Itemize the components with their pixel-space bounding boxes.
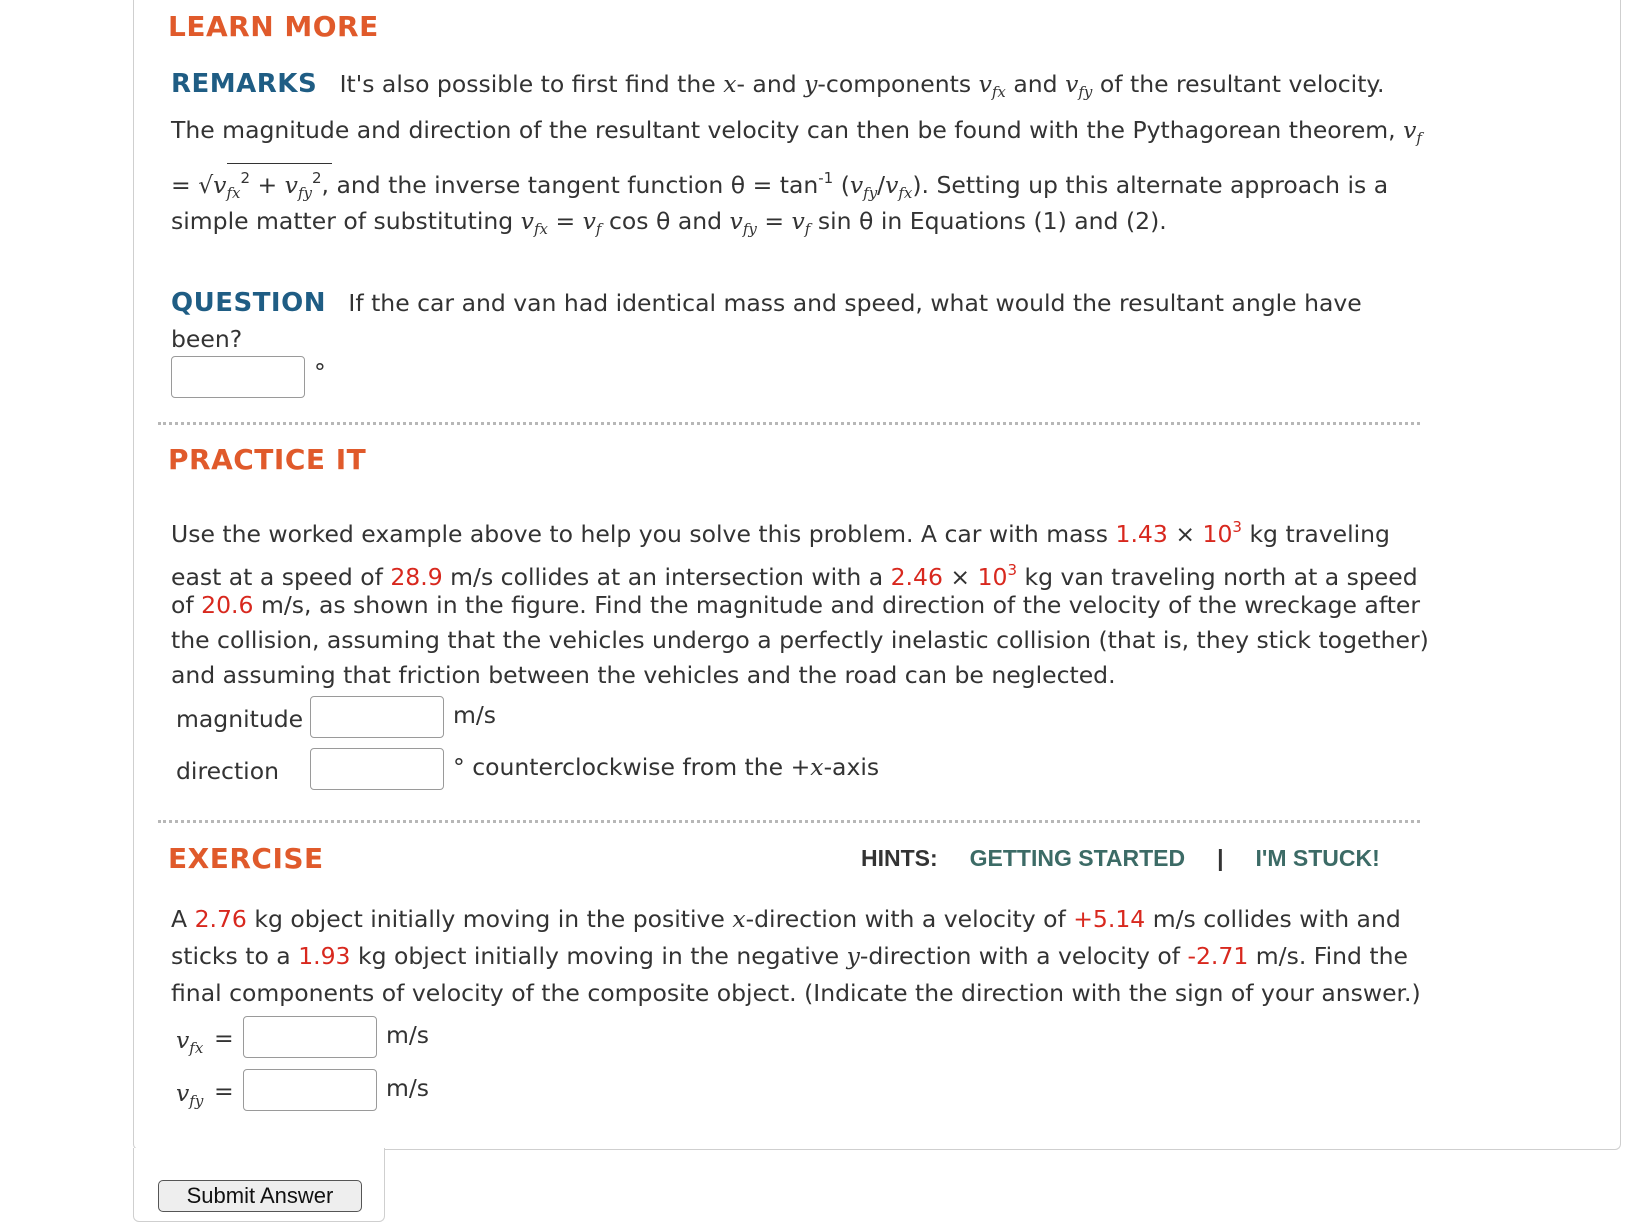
vfy-label: $v_{fy}$ (176, 1079, 204, 1110)
direction-label: direction (176, 757, 279, 785)
hints-bar (861, 845, 1380, 872)
remarks-line-1: REMARKS It's also possible to first find the x- and y-components $v_{fx}$ and $v_{fy}$ of the resultant velocity. (171, 69, 1385, 101)
van-speed-value: 20.6 (201, 591, 254, 619)
vfx-unit: m/s (386, 1021, 430, 1049)
vfy-unit: m/s (386, 1074, 430, 1102)
practice-line-2: east at a speed of 28.9 m/s collides at an intersection with a $2.46 \times 10^3$ kg van traveling north at a speed (171, 561, 1418, 591)
hint-separator: | (1217, 845, 1224, 871)
direction-unit: ° counterclockwise from the +x-axis (453, 753, 880, 781)
submit-answer-button[interactable]: Submit Answer (158, 1180, 362, 1212)
practice-it-heading: PRACTICE IT (168, 443, 367, 476)
practice-line-1: Use the worked example above to help you solve this problem. A car with mass $1.43 \times 10^3$ kg traveling (171, 518, 1390, 548)
remarks-line-3: = $√v_{fx}^2 + v_{fy}^2$, and the inverse tangent function $\theta = \tan^{-1} (v_{fy}/v_{fx})$. Setting up this alternate approach is a (171, 169, 1389, 202)
hint-getting-started-link[interactable]: GETTING STARTED (969, 845, 1186, 871)
remarks-line-4: simple matter of substituting $v_{fx} = v_f$ cos θ and $v_{fy} = v_f$ sin θ in Equations (1) and (2). (171, 207, 1167, 238)
hint-im-stuck-link[interactable]: I'M STUCK! (1255, 845, 1380, 871)
magnitude-label: magnitude (176, 705, 304, 733)
remarks-label: REMARKS (171, 69, 318, 99)
practice-line-4: the collision, assuming that the vehicles undergo a perfectly inelastic collision (that is, they stick together) (171, 626, 1429, 654)
velocity2-value: -2.71 (1187, 942, 1249, 970)
mass2-value: 1.93 (298, 942, 351, 970)
vfx-equals: = (214, 1024, 234, 1052)
divider (158, 422, 1420, 425)
question-line-2: been? (171, 325, 243, 353)
sqrt-sign: √ (198, 171, 214, 199)
question-line-1: QUESTION If the car and van had identical mass and speed, what would the resultant angle have (171, 288, 1362, 318)
car-speed-value: 28.9 (390, 563, 443, 591)
exercise-line-2: sticks to a 1.93 kg object initially moving in the negative y-direction with a velocity of -2.71 m/s. Find the (171, 942, 1408, 970)
question-degree-unit: ° (314, 358, 326, 386)
magnitude-unit: m/s (453, 701, 497, 729)
remarks-line-2: The magnitude and direction of the resultant velocity can then be found with the Pythagorean theorem, $v_f$ (171, 116, 1422, 147)
exercise-heading: EXERCISE (168, 842, 324, 875)
vfy-input[interactable] (243, 1069, 377, 1111)
exercise-line-1: A 2.76 kg object initially moving in the positive x-direction with a velocity of +5.14 m/s collides with and (171, 905, 1401, 933)
vfx-input[interactable] (243, 1016, 377, 1058)
question-angle-input[interactable] (171, 356, 305, 398)
exercise-line-3: final components of velocity of the composite object. (Indicate the direction with the sign of your answer.) (171, 979, 1421, 1007)
practice-line-5: and assuming that friction between the vehicles and the road can be neglected. (171, 661, 1116, 689)
vfy-equals: = (214, 1077, 234, 1105)
practice-line-3: of 20.6 m/s, as shown in the figure. Find the magnitude and direction of the velocity of the wreckage after (171, 591, 1421, 619)
learn-more-heading: LEARN MORE (168, 10, 379, 43)
sqrt-bar (227, 163, 332, 164)
magnitude-input[interactable] (310, 696, 444, 738)
hints-label: HINTS: (861, 845, 938, 871)
vfx-label: $v_{fx}$ (176, 1026, 204, 1057)
car-mass-value: 1.43 (1115, 520, 1168, 548)
mass1-value: 2.76 (194, 905, 247, 933)
velocity1-value: +5.14 (1073, 905, 1146, 933)
direction-input[interactable] (310, 748, 444, 790)
divider (158, 820, 1420, 823)
van-mass-value: 2.46 (890, 563, 943, 591)
question-label: QUESTION (171, 288, 326, 318)
